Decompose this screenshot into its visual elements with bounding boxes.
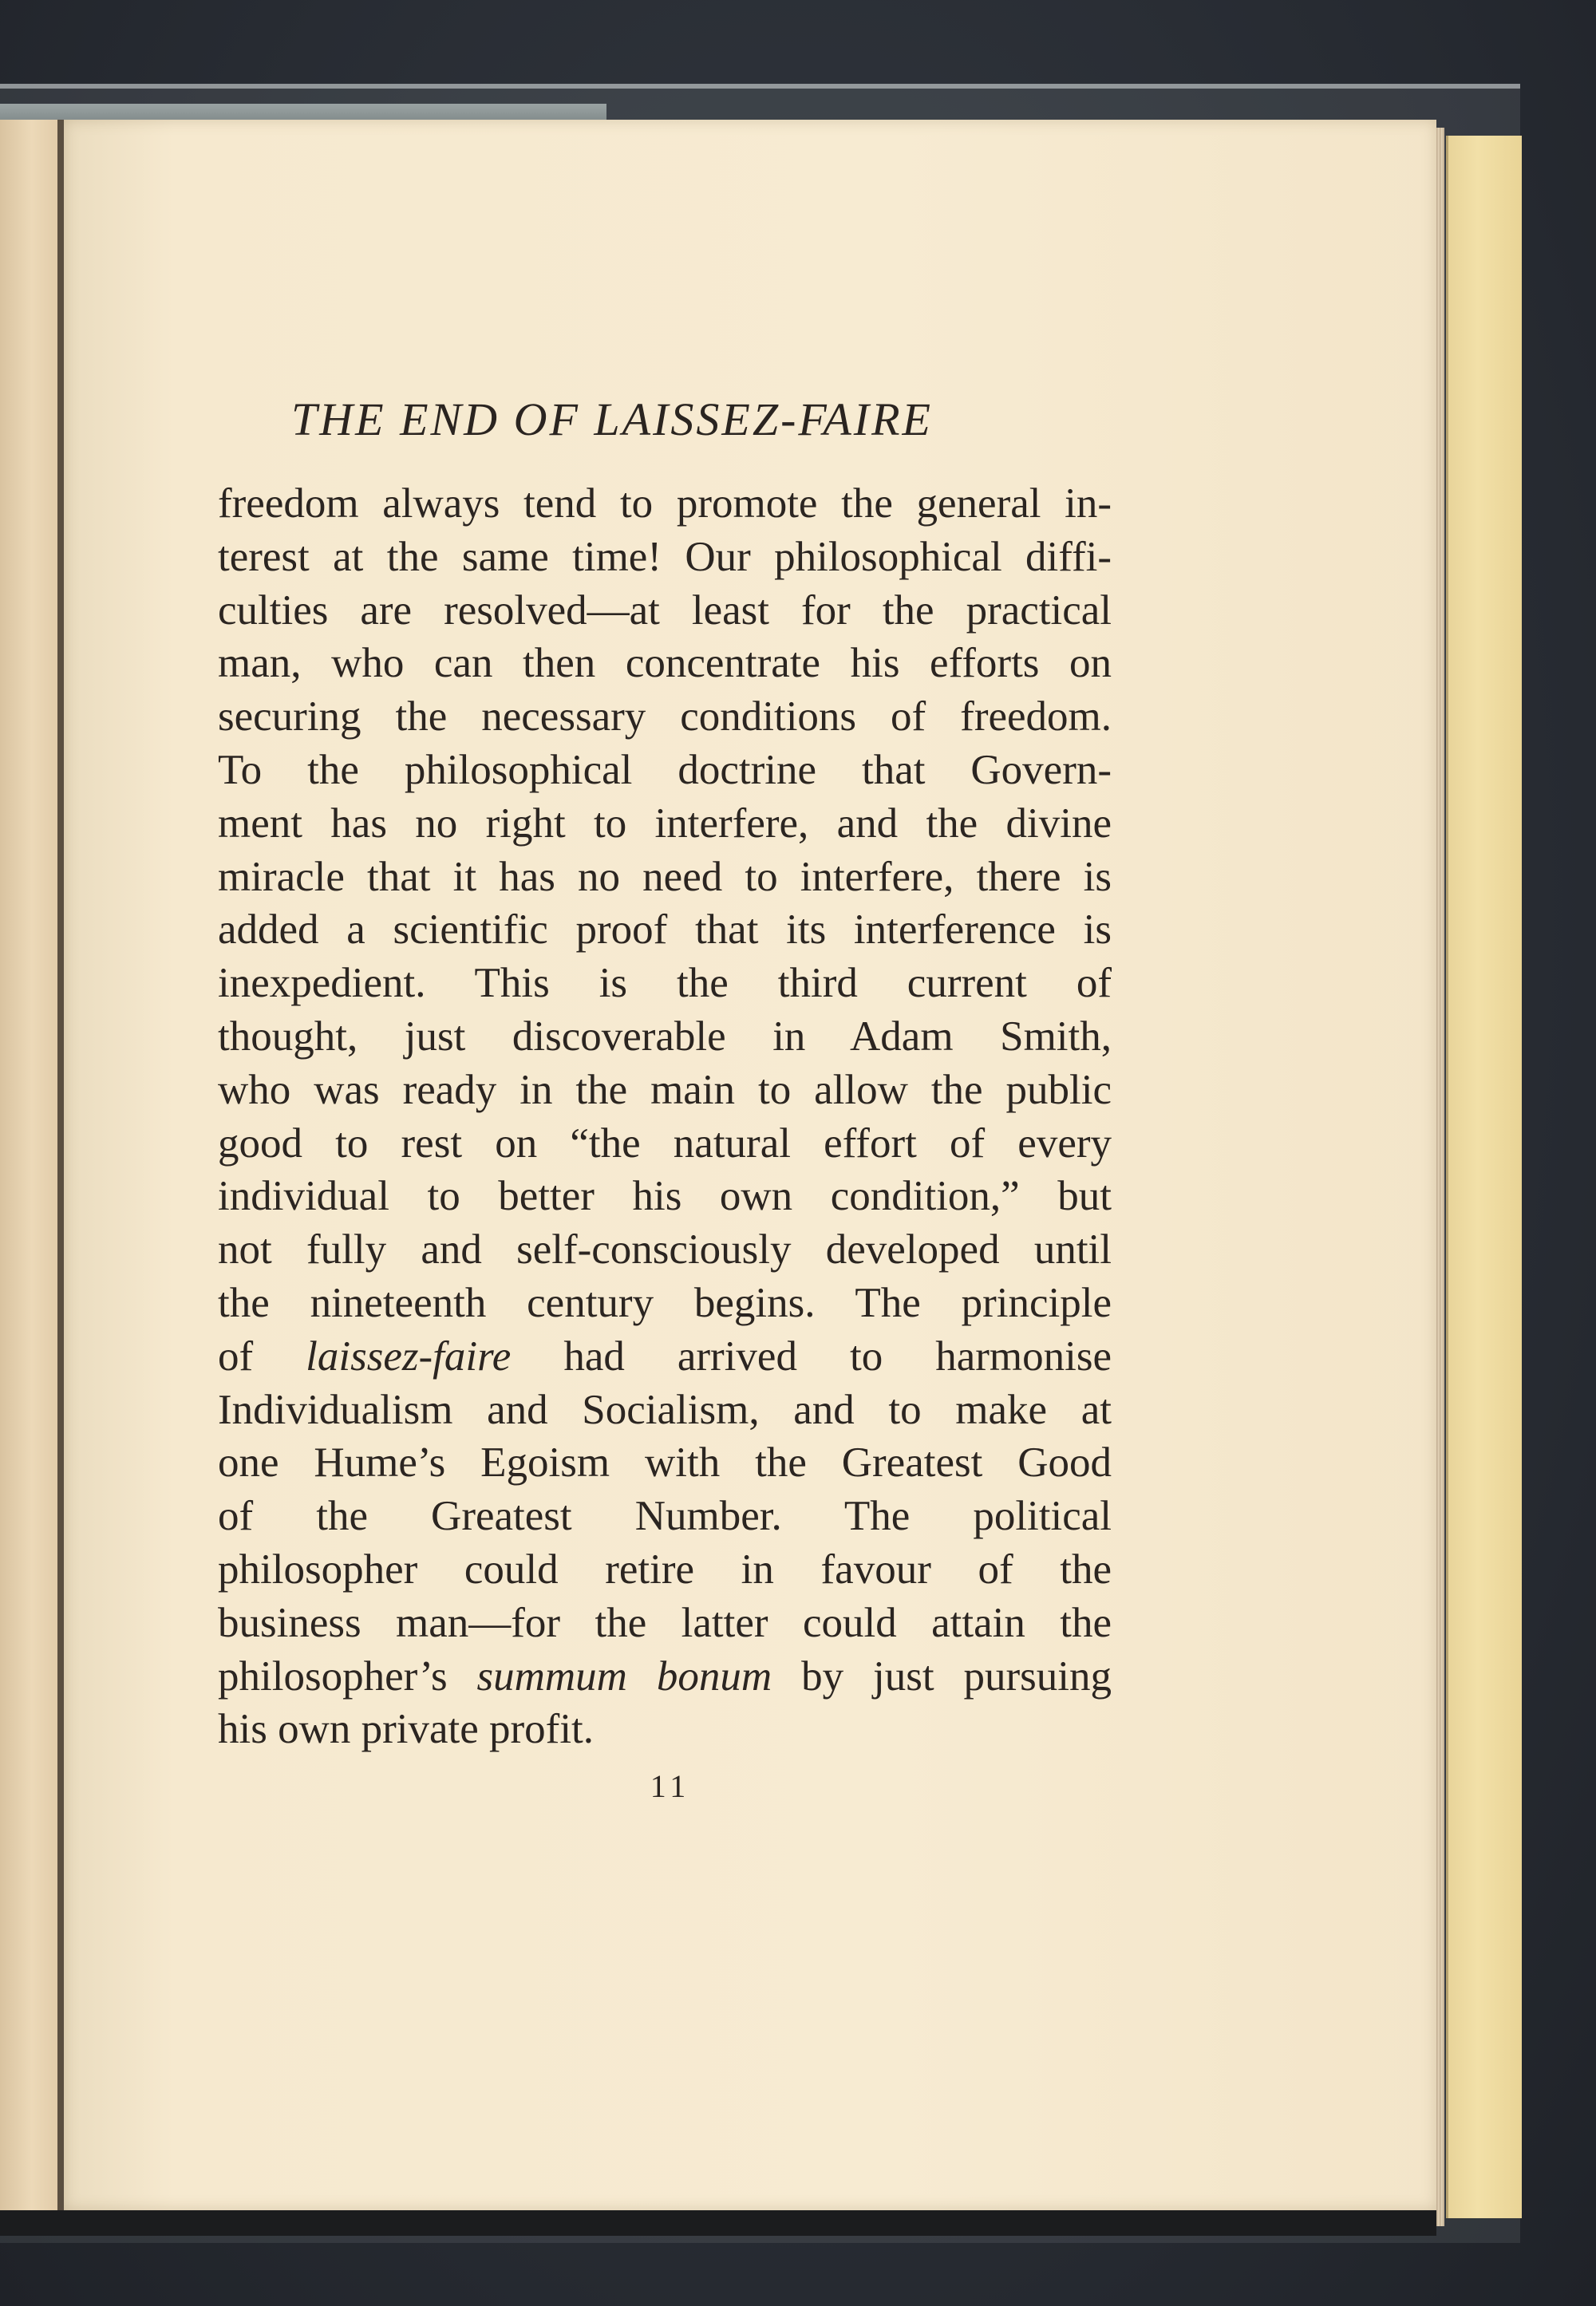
text-line: securing the necessary conditions of freedom.: [218, 693, 1112, 740]
text-line: culties are resolved—at least for the practical: [218, 586, 1112, 634]
italic-term: laissez-faire: [306, 1333, 512, 1380]
running-head: THE END OF LAISSEZ-FAIRE: [291, 393, 933, 445]
text-line: man, who can then concentrate his efforts on: [218, 640, 1112, 687]
text-line: his own private profit.: [218, 1706, 595, 1753]
text-line: terest at the same time! Our philosophical diffi-: [218, 533, 1112, 580]
line-text: philosopher’s: [218, 1653, 477, 1700]
text-line: who was ready in the main to allow the public: [218, 1066, 1112, 1113]
facing-page-edge: [0, 120, 60, 2210]
text-line: philosopher could retire in favour of the: [218, 1546, 1112, 1593]
dust-jacket-edge: [1446, 136, 1522, 2218]
line-text: had arrived to harmonise: [511, 1333, 1112, 1380]
text-line: inexpedient. This is the third current of: [218, 960, 1112, 1007]
line-text: of: [218, 1333, 306, 1380]
text-line: thought, just discoverable in Adam Smith,: [218, 1013, 1112, 1060]
body-text: [218, 477, 1112, 1756]
page-number: 11: [650, 1768, 691, 1804]
text-line: individual to better his own condition,” but: [218, 1173, 1112, 1220]
text-line: the nineteenth century begins. The principle: [218, 1279, 1112, 1326]
text-line: miracle that it has no need to interfere, there is: [218, 853, 1112, 900]
text-line: freedom always tend to promote the general in-: [218, 480, 1112, 527]
line-text: by just pursuing: [772, 1653, 1112, 1700]
italic-term: summum bonum: [476, 1653, 772, 1700]
text-line: added a scientific proof that its interference is: [218, 906, 1112, 954]
text-line: [218, 1330, 1112, 1384]
text-line: Individualism and Socialism, and to make at: [218, 1386, 1112, 1433]
bottom-board: [0, 2210, 1436, 2236]
text-line: one Hume’s Egoism with the Greatest Good: [218, 1439, 1112, 1487]
text-line: To the philosophical doctrine that Govern-: [218, 746, 1112, 793]
text-line: of the Greatest Number. The political: [218, 1493, 1112, 1540]
text-line: ment has no right to interfere, and the divine: [218, 800, 1112, 847]
text-line: [218, 1650, 1112, 1704]
text-line: good to rest on “the natural effort of every: [218, 1119, 1112, 1167]
text-line: not fully and self-consciously developed until: [218, 1226, 1112, 1273]
text-line: business man—for the latter could attain the: [218, 1599, 1112, 1646]
